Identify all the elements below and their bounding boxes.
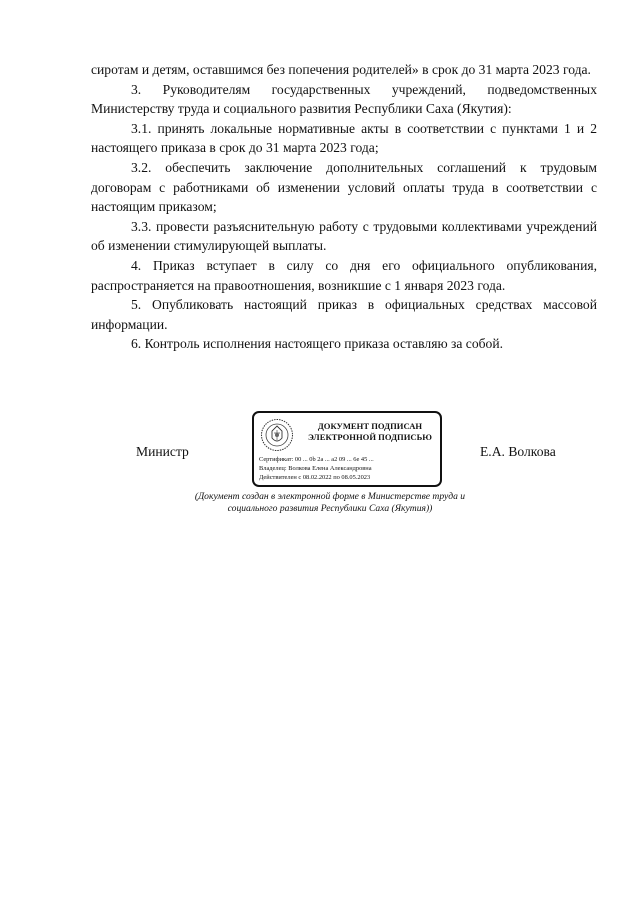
paragraph-7: 6. Контроль исполнения настоящего приказа оставляю за собой.	[131, 336, 504, 352]
paragraph-4: 3.3. провести разъяснительную работу с трудовыми коллективами учреждений об изменении стимулирующей выплаты.	[91, 218, 597, 254]
paragraph-1: 3. Руководителям государственных учреждений, подведомственных Министерству труда и социального развития Республики Саха (Якутия):	[91, 81, 597, 117]
paragraph-2: 3.1. принять локальные нормативные акты в соответствии с пунктами 1 и 2 настоящего приказа в срок до 31 марта 2023 года;	[91, 120, 597, 156]
paragraph-5: 4. Приказ вступает в силу со дня его официального опубликования, распространяется на правоотношения, возникшие с 1 января 2023 года.	[91, 257, 597, 293]
paragraph-6: 5. Опубликовать настоящий приказ в официальных средствах массовой информации.	[91, 297, 597, 332]
signer-position: Министр	[136, 444, 189, 459]
document-body	[91, 60, 597, 354]
paragraph-0: сиротам и детям, оставшимся без попечения родителей» в срок до 31 марта 2023 года.	[91, 62, 591, 77]
signer-name: Е.А. Волкова	[480, 444, 556, 459]
stamp-title: ДОКУМЕНТ ПОДПИСАН ЭЛЕКТРОННОЙ ПОДПИСЬЮ	[308, 421, 432, 442]
coat-of-arms-icon	[260, 418, 294, 452]
electronic-signature-stamp	[252, 411, 442, 487]
paragraph-3: 3.2. обеспечить заключение дополнительных соглашений к трудовым договорам с работниками об изменении условий оплаты труда в соответствии с настоящим приказом;	[91, 159, 597, 215]
stamp-owner: Владелец: Волкова Елена Александровна	[259, 465, 372, 472]
electronic-document-note: (Документ создан в электронной форме в Министерстве труда и социального развития Республики Саха (Якутия))	[194, 491, 466, 514]
stamp-certificate: Сертификат: 00 ... 0b 2a ... a2 09 ... 6e 45 ...	[259, 456, 374, 463]
stamp-validity: Действителен с 08.02.2022 по 08.05.2023	[259, 474, 371, 481]
